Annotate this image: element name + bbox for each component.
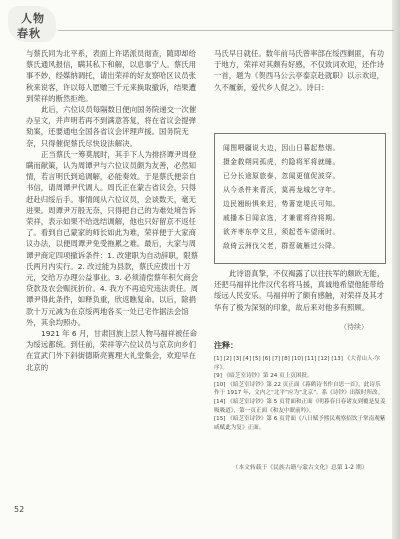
poem-box — [214, 133, 386, 264]
note-item: [10] 《暗芝室诗钞》第 22 页正面《暮鹤诗书作自思一首》，此诗乐作于 1917 年，文内之“北平”应为“北京”。系《诗钞》出版时所改。 — [214, 381, 384, 397]
paragraph: 此后，六位议员每隔数日便向国务院递交一次催办呈文，并声明若再不到满意答复，将在省议会提弹劾案，还要通电全国各省议会评理声援。国务院无奈，只得催促蔡氏尽快设法解决。 — [26, 105, 197, 148]
paragraph: 此诗语真挚，不仅褐露了以往扶军的颇欧无能，还把马福祥比作汉代名将马援，真诚地希望他能带给绥远人民安乐。马福祥听了颇有感触，对荣祥及其才华有了极为深刻的印象，故后来对他多有照顾。 — [214, 269, 385, 312]
notes-title: 注释： — [214, 341, 238, 350]
poem-line: 敌倚云洲伐父老，群惹破雁过公降。 — [223, 242, 340, 250]
note-item: [9] 《暗芝室诗钞》第 24 页上页困批。 — [214, 373, 313, 380]
poem-line: 闻图喂疆说大边，因山日暮起愁烟。 — [223, 144, 340, 152]
page-number: 52 — [14, 505, 25, 514]
section-title-line1: 人物 — [21, 12, 45, 25]
notes-list — [214, 355, 386, 432]
poem-line: 已分长途原旅泰，忽闻更值促波穿。 — [223, 172, 340, 180]
note-item: [15] 《暗芝室诗钞》第 6 页背面《八日赋予熙民观察招饮于掌南观紫咸赋此为复》正面。 — [214, 416, 386, 431]
source-note: （本文转载于《民族古籍与蒙古文化》总第 1-2 期） — [232, 465, 368, 471]
to-be-continued: （待续） — [340, 323, 368, 331]
right-column-continued — [214, 268, 386, 313]
book-spine-shadow — [392, 0, 400, 539]
section-header — [8, 6, 56, 42]
header-rule — [58, 30, 394, 31]
note-item: [14] 《暗芝室诗钞》第 5 页背面和正面《明暮春日春诸友到覆是复姜吸吸道》，第一页正面《和友中眠前吟》。 — [214, 398, 386, 414]
paragraph: 马氏早日就任。数年前马氏曾率部在绥西剿匪，有功于地方，荣祥对其颇有好感，不仅致词欢迎，还作诗一首，题为《贺西马公云亭泰京赴就职》以示欢迎，久不履新，爱代乡人促之》。诗曰： — [214, 49, 384, 92]
poem-line: 欲齐枣东亭文旦，须起苍车望雨时。 — [223, 228, 340, 236]
poem-line: 边民翘盼惧来迟，势著宽堤氏可知。 — [223, 200, 340, 208]
poem-line: 从今杀件来青沃，莫再龙城乞守年。 — [223, 186, 340, 194]
left-column — [26, 48, 198, 373]
poem-line: 戚播本日闻京选，才兼霍将待将期。 — [223, 214, 340, 222]
poem-line: 摄金救朔同孤虎，约隐将军将就睡。 — [223, 158, 340, 166]
note-item: [1] [2] [3] [4] [5] [6] [7] [8] [10] [11] [12] [13] 《大青山人·尔序》。 — [214, 356, 380, 371]
paragraph: 与蔡氏同为北平系，表面上许诺派员彻查，随即却给蔡氏通风报信，瞒其私下和解，以息事宁人。蔡氏用事不妙，经媒纳调托，请出荣祥的好友察哈区议员张秋来说客，许以每人愿赠三千元来换取撤诉，结果遭到荣祥的断然拒绝。 — [26, 49, 196, 103]
paragraph: 1921 年 6 月，甘肃回族上层人物马福祥被任命为绥远都统。到任前，荣祥等六位议员与京京向乡们在宣武门外下斜街德斯亮赛理大礼堂集会，欢迎早在北京的 — [26, 329, 198, 372]
right-column — [214, 48, 386, 93]
paragraph: 正当蔡氏一筹莫展时，其手下人为排挤谭尹周登瞒而献策，认为周谭尹与六位议员颇为友善，必然知情，若言明氏到追调解，必能奏效。于是蔡氏便亲自书信，请周谭尹代调人。周氏正在蒙古省议会，只得赶赴归绥后手。事情闻从六位议员，会谈数天，毫无进果。周谭尹万般无奈，只得把自己的为难处境告诉荣祥，表示如果不给选结调解，他也只好留京不返任了。看到自己蒙家的师长如此为难，荣祥便于大家商议办法，以便周谭尹免受拖累之难。最后，大家与周谭尹商定四项撤诉条件：1. 改建职为自动辞职，限蔡氏两月内实行。2. 改过能为县款，蔡氏应拨出十万元，交给万办理公益事业。3. 必须清偿蔡年积欠商会贷款及农会赈抚折价。4. 我方不再追究违法责任。周谭尹得此条件，如释负重，欣返瞧复命。以后，除捐款十万元减为在京绥两地各买一处已宅作据法会馆外，其余均照办。 — [26, 149, 198, 327]
section-title-line2: 春秋 — [17, 27, 41, 40]
